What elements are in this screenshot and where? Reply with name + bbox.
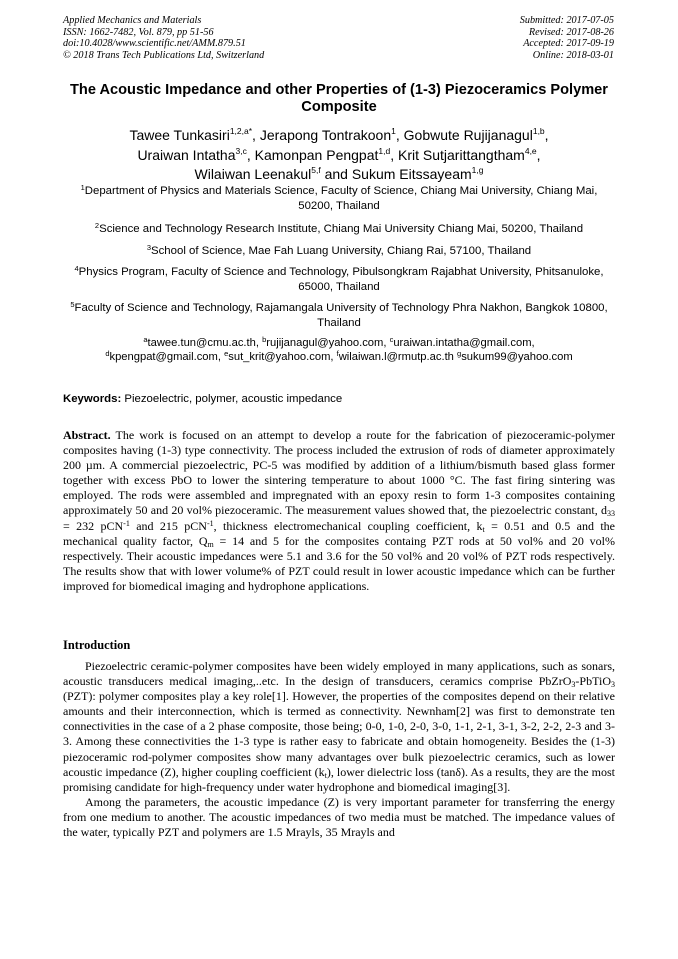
email-e[interactable]: sut_krit@yahoo.com bbox=[228, 351, 331, 363]
body-text: Piezoelectric ceramic-polymer composites have been widely employed in many applications, such as sonars, acoustic transducers medical imaging,..etc. In the design of transducers, ceramics comprise PbZrO bbox=[63, 659, 615, 689]
abstract-text: = 14 and 5 for the composites containg PZT rods at 50 vol% and 20 vol% respectively. Their acoustic impedances were 5.1 and 3.6 for the 50 vol% and 20 vol% of PZT rods respectively. The results show that with lower volume% of PZT could result in lower acoustic impedance which can be further improved for biomedical imaging and hydrophone applications. bbox=[63, 533, 615, 593]
body-sub: 3 bbox=[611, 680, 615, 690]
author-sep: and bbox=[320, 166, 352, 182]
paragraph: Among the parameters, the acoustic impedance (Z) is very important parameter for transferring the energy from one medium to another. The acoustic impedances of two media must be matched. The impedance values of the water, typically PZT and polymers are 1.5 Mrayls, 35 Mrayls and bbox=[63, 794, 615, 840]
keywords-label: Keywords: bbox=[63, 393, 122, 405]
keywords bbox=[63, 392, 615, 406]
revised-date: Revised: 2017-08-26 bbox=[528, 26, 614, 38]
affiliation-number: 3 bbox=[146, 243, 152, 252]
author-sep: , bbox=[390, 146, 398, 163]
affiliation-number: 1 bbox=[80, 183, 85, 192]
body-sub: t bbox=[324, 770, 327, 780]
affiliation-text: Science and Technology Research Institute, Chiang Mai University Chiang Mai, 50200, Thailand bbox=[99, 223, 584, 235]
abstract-sup: -1 bbox=[206, 518, 214, 528]
author-sep: , bbox=[395, 127, 404, 143]
online-date: Online: 2018-03-01 bbox=[532, 49, 614, 61]
email-b[interactable]: rujijanagul@yahoo.com bbox=[266, 337, 384, 349]
submitted-date: Submitted: 2017-07-05 bbox=[519, 15, 614, 26]
date-header bbox=[520, 15, 614, 61]
copyright: © 2018 Trans Tech Publications Ltd, Switzerland bbox=[63, 49, 265, 61]
author-affil: 5,f bbox=[311, 165, 321, 175]
author-sep: , bbox=[246, 146, 255, 163]
affiliation-3 bbox=[63, 244, 615, 259]
affiliation-2 bbox=[63, 222, 615, 237]
author-name: Krit Sutjarittangtham bbox=[398, 146, 525, 163]
author-sep: , bbox=[544, 127, 549, 143]
abstract-label: Abstract. bbox=[63, 428, 111, 442]
author-name: Tawee Tunkasiri bbox=[129, 127, 230, 143]
email-d[interactable]: kpengpat@gmail.com bbox=[109, 351, 218, 363]
author-affil: 4,e bbox=[524, 145, 537, 156]
abstract-text: = 232 pCN bbox=[63, 518, 124, 533]
author-name: Wilaiwan Leenakul bbox=[194, 166, 312, 182]
abstract bbox=[63, 428, 615, 594]
section-heading-introduction: Introduction bbox=[63, 638, 131, 652]
author-name: Sukum Eitssayeam bbox=[351, 166, 472, 182]
author-list bbox=[63, 126, 615, 185]
accepted-date: Accepted: 2017-09-19 bbox=[523, 38, 614, 50]
abstract-text: The work is focused on an attempt to develop a route for the fabrication of piezoceramic-polymer composites having (1-3) type connectivity. The process included the extrusion of rods of diameter approximately 200 µm. A commercial piezoelectric, PC-5 was modified by addition of a lithium/bismuth based glass former together with excess PbO to lower the sintering temperature to about 1000 °C. The fast firing sintering was employed. The rods were assembled and impregnated with an epoxy resin to form 1-3 composites containing approximately 50 and 20 vol% piezoceramic. The measurement values showed that, the piezoelectric constant, d bbox=[63, 428, 615, 518]
abstract-sub: t bbox=[482, 524, 485, 534]
journal-name: Applied Mechanics and Materials bbox=[63, 15, 202, 26]
abstract-text: = 0.51 and 0.5 and the mechanical quality factor, Q bbox=[63, 518, 616, 548]
author-sep: , bbox=[252, 127, 260, 143]
doi: doi:10.4028/www.scientific.net/AMM.879.51 bbox=[63, 38, 246, 50]
author-name: Uraiwan Intatha bbox=[137, 146, 236, 163]
author-name: Gobwute Rujijanagul bbox=[403, 127, 533, 143]
abstract-sub: m bbox=[207, 539, 214, 549]
affiliation-text: Physics Program, Faculty of Science and Technology, Pibulsongkram Rajabhat University, Phitsanuloke, 65000, Thailand bbox=[78, 266, 604, 293]
email-list: $^a$tawee.tun@cmu.ac.th, $^b$rujijanagul@yahoo.com, $^c$uraiwan.intatha@gmail.com, $^d$kpengpat@gmail.com, $^e$sut_krit@yahoo.com, $^f$wilaiwan.l@rmutp.ac.th $^g$sukum99@yahoo.com bbox=[105, 335, 573, 363]
abstract-text: , thickness electromechanical coupling coefficient, k bbox=[213, 518, 483, 533]
keywords-text: Piezoelectric, polymer, acoustic impedance bbox=[121, 393, 343, 405]
author-name: Kamonpan Pengpat bbox=[254, 146, 379, 163]
affiliation-4 bbox=[63, 265, 615, 294]
affiliation-text: Faculty of Science and Technology, Rajamangala University of Technology Phra Nakhon, Bangkok 10800, Thailand bbox=[74, 302, 608, 329]
email-f[interactable]: wilaiwan.l@rmutp.ac.th bbox=[338, 351, 454, 363]
paragraph bbox=[63, 659, 615, 795]
paper-title: The Acoustic Impedance and other Properties of (1-3) Piezoceramics Polymer Composite bbox=[70, 82, 608, 115]
affiliation-number: 5 bbox=[70, 300, 75, 309]
author-sep: , bbox=[536, 146, 541, 163]
author-affil: 1,b bbox=[532, 126, 545, 136]
email-g[interactable]: sukum99@yahoo.com bbox=[461, 351, 573, 363]
affiliation-number: 4 bbox=[74, 264, 79, 273]
body-text: -PbTiO bbox=[575, 674, 611, 689]
journal-header bbox=[63, 15, 264, 61]
affiliation-5 bbox=[63, 301, 615, 330]
issn: ISSN: 1662-7482, Vol. 879, pp 51-56 bbox=[63, 26, 214, 38]
body-sub: 3 bbox=[571, 680, 576, 690]
body-text: ), lower dielectric loss (tanδ). As a results, they are the most promising candidate for high-frequency under water hydrophone and biomedical imaging[3]. bbox=[63, 764, 615, 794]
abstract-sub: 33 bbox=[607, 509, 615, 519]
author-affil: 1,2,a* bbox=[229, 126, 253, 136]
author-affil: 1,d bbox=[378, 145, 391, 156]
affiliation-number: 2 bbox=[94, 221, 100, 230]
affiliation-text: School of Science, Mae Fah Luang University, Chiang Rai, 57100, Thailand bbox=[151, 245, 532, 257]
introduction-body bbox=[63, 659, 615, 840]
affiliation-text: Department of Physics and Materials Science, Faculty of Science, Chiang Mai University, Chiang Mai, 50200, Thailand bbox=[84, 185, 598, 212]
author-affil: 1,g bbox=[471, 165, 484, 175]
affiliation-1 bbox=[63, 184, 615, 213]
author-affil: 1 bbox=[391, 126, 396, 136]
abstract-sup: -1 bbox=[123, 518, 130, 528]
email-c[interactable]: uraiwan.intatha@gmail.com bbox=[393, 337, 532, 349]
body-text: (PZT): polymer composites play a key role[1]. However, the properties of the composites depend on their relative amounts and their interconnection, which is termed as connectivity. Newnham[2] was first to demonstrate ten connectivities in the case of a 2 phase composite, those being; 0-0, 1-0, 2-0, 3-0, 1-1, 2-1, 3-1, 3-2, 2-2, 2-3 and 3-3. Among these connectivities the 1-3 type is rather easy to fabricate and obtain homogeneity. Besides the (1-3) piezoceramic rod-polymer composites show many advantages over bulk piezoelectric ceramics, such as lower acoustic impedance (Z), higher coupling coefficient (k bbox=[63, 689, 615, 779]
email-a[interactable]: tawee.tun@cmu.ac.th bbox=[147, 337, 256, 349]
author-name: Jerapong Tontrakoon bbox=[259, 127, 392, 143]
abstract-text: and 215 pCN bbox=[129, 518, 207, 533]
author-affil: 3,c bbox=[235, 145, 247, 156]
